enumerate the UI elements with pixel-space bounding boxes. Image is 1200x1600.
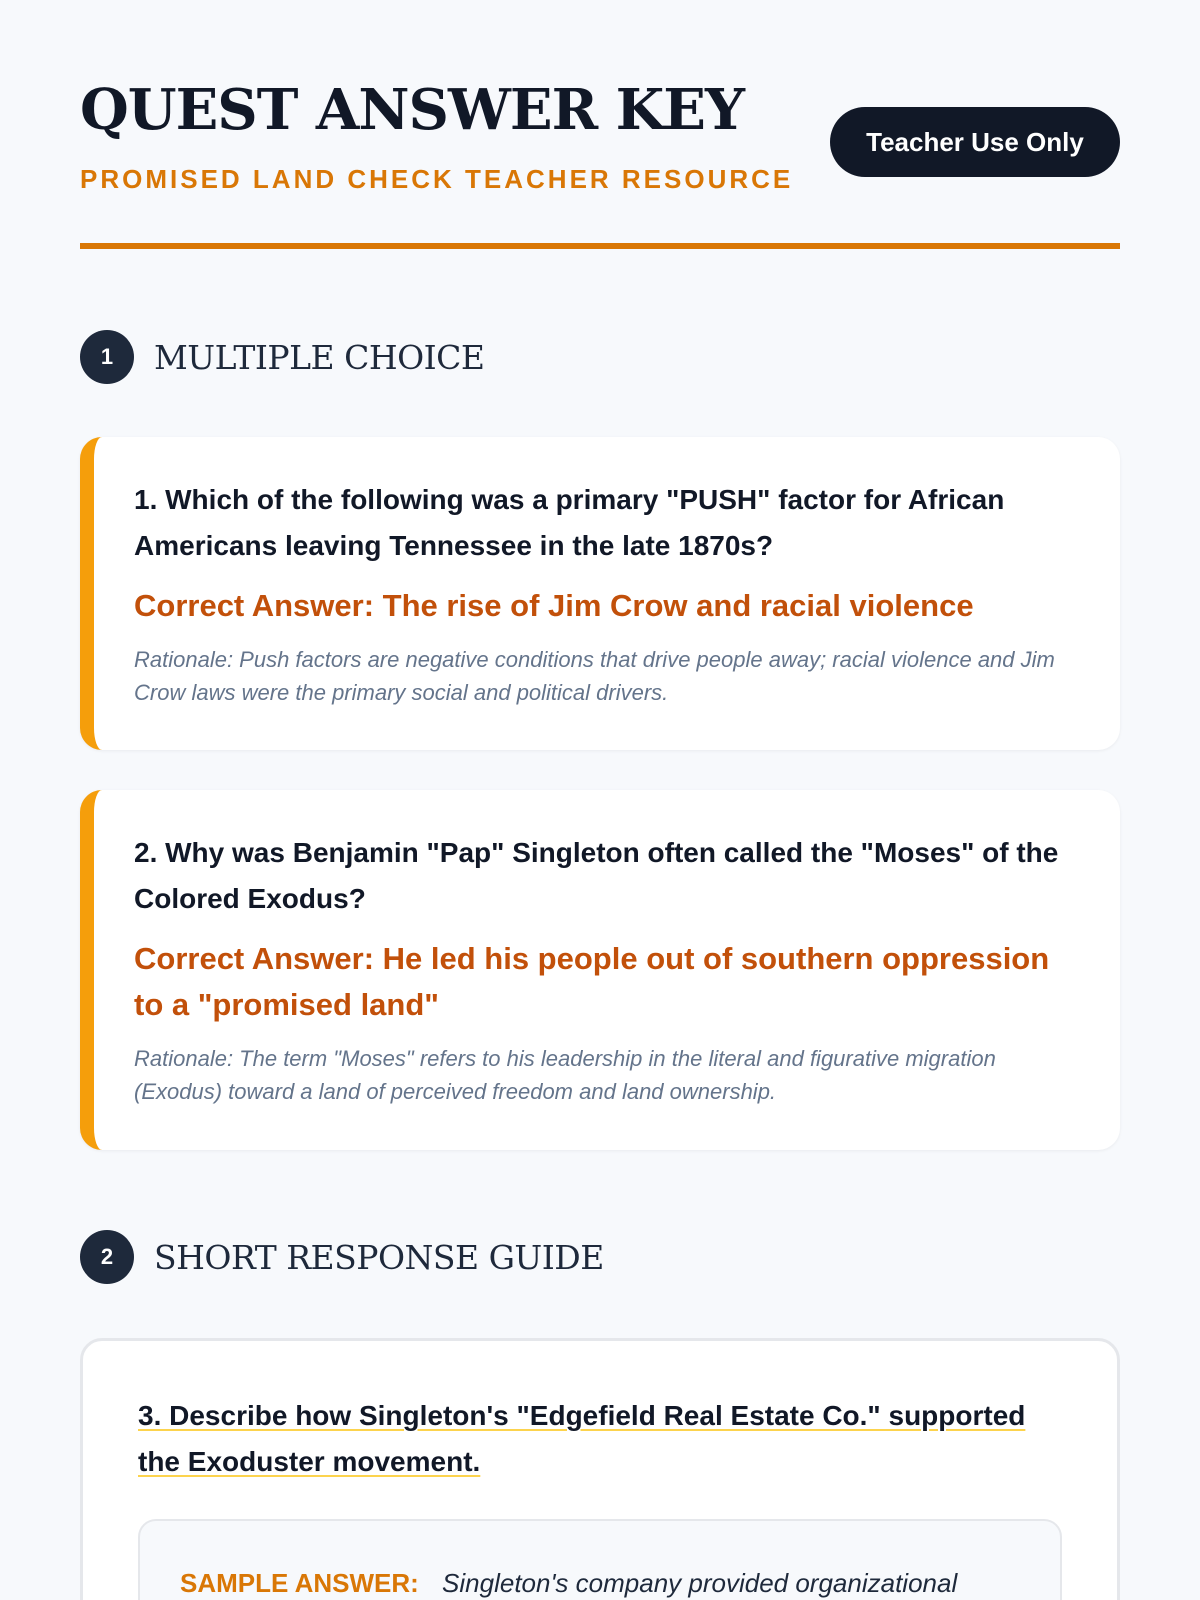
section-number-badge: 1 (80, 330, 134, 384)
question-text: 1. Which of the following was a primary "PUSH" factor for African Americans leaving Tennessee in the late 1870s? (134, 484, 1005, 561)
short-response-card (80, 1338, 1120, 1600)
sample-answer-text: Singleton's company provided organizational (442, 1568, 958, 1598)
section-multiple-choice-header (80, 330, 485, 384)
section-title: SHORT RESPONSE GUIDE (154, 1237, 604, 1277)
question-card (80, 790, 1120, 1150)
sample-answer-label: SAMPLE ANSWER: (180, 1568, 419, 1598)
sample-answer-box (138, 1519, 1062, 1600)
page-title: QUEST ANSWER KEY (80, 77, 744, 143)
section-short-response-header (80, 1230, 604, 1284)
section-title: MULTIPLE CHOICE (154, 337, 485, 377)
question-text: 3. Describe how Singleton's "Edgefield Real Estate Co." supported the Exoduster movement. (138, 1400, 1026, 1477)
rationale-text: Rationale: Push factors are negative conditions that drive people away; racial violence and Jim Crow laws were the primary social and political drivers. (134, 647, 1055, 705)
header-divider (80, 243, 1120, 249)
section-number-badge: 2 (80, 1230, 134, 1284)
question-card (80, 437, 1120, 750)
correct-answer: Correct Answer: He led his people out of southern oppression to a "promised land" (134, 941, 1050, 1022)
rationale-text: Rationale: The term "Moses" refers to his leadership in the literal and figurative migration (Exodus) toward a land of perceived freedom and land ownership. (134, 1046, 996, 1104)
teacher-use-badge: Teacher Use Only (830, 107, 1120, 177)
page-header (80, 0, 1120, 250)
page-subtitle: PROMISED LAND CHECK TEACHER RESOURCE (80, 164, 794, 194)
question-text: 2. Why was Benjamin "Pap" Singleton often called the "Moses" of the Colored Exodus? (134, 837, 1059, 914)
correct-answer: Correct Answer: The rise of Jim Crow and racial violence (134, 588, 974, 623)
